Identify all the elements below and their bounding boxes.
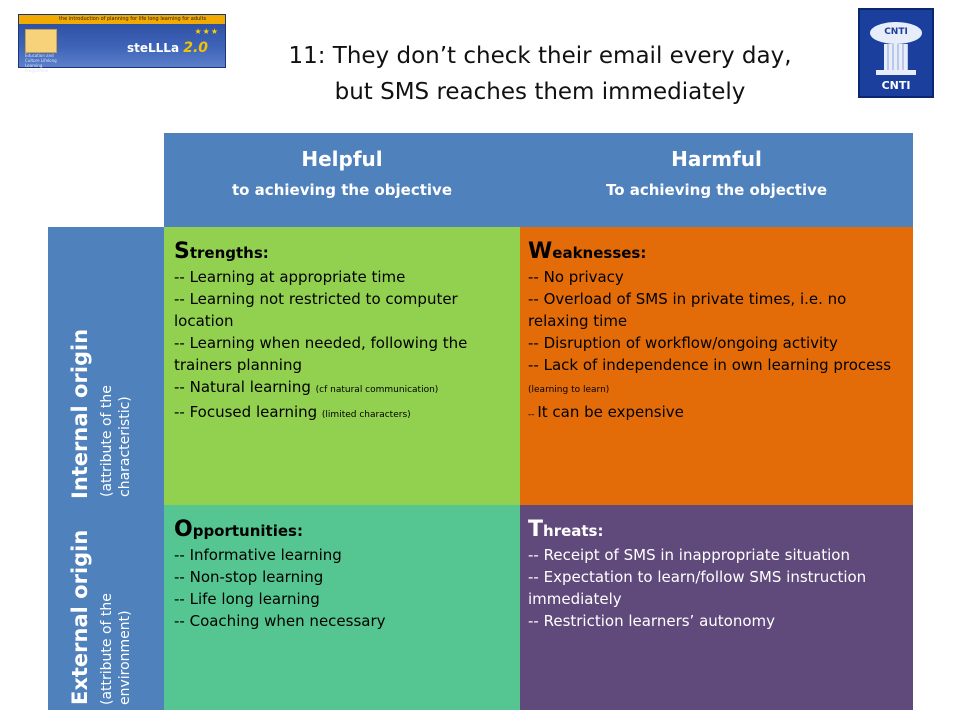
cnti-emblem-text: CNTI <box>884 27 908 37</box>
weaknesses-item-note: (learning to learn) <box>528 385 610 395</box>
strengths-item <box>174 401 510 426</box>
strengths-item-text: -- Focused learning <box>174 403 322 421</box>
internal-subtitle-line1: (attribute of the <box>99 385 115 497</box>
strengths-item <box>174 376 510 401</box>
threats-title-rest: hreats: <box>543 522 604 540</box>
slide-title-line1: 11: They don’t check their email every day, <box>288 43 792 69</box>
external-label <box>68 530 92 705</box>
quadrant-threats <box>520 505 913 710</box>
strengths-item-text: -- Learning at appropriate time <box>174 268 406 286</box>
weaknesses-item-text: -- Overload of SMS in private times, i.e. no relaxing time <box>528 290 847 330</box>
threats-item <box>528 544 906 566</box>
opportunities-initial: O <box>174 517 193 542</box>
external-subtitle-line1: (attribute of the <box>99 593 115 705</box>
column-header-harmful <box>520 133 913 227</box>
logo-brand <box>127 40 208 56</box>
threats-item-text: -- Restriction learners’ autonomy <box>528 612 776 630</box>
strengths-initial: S <box>174 239 190 264</box>
quadrant-opportunities <box>164 505 520 710</box>
opportunities-title-rest: pportunities: <box>192 522 303 540</box>
logo-brand-text: steLLLa <box>127 41 180 55</box>
strengths-item <box>174 288 510 332</box>
external-title: External origin <box>68 529 92 705</box>
weaknesses-item <box>528 288 906 332</box>
threats-item <box>528 610 906 632</box>
weaknesses-item <box>528 332 906 354</box>
strengths-item <box>174 266 510 288</box>
weaknesses-item <box>528 266 906 288</box>
cnti-logo-text: CNTI <box>881 79 911 92</box>
cnti-logo <box>858 8 934 98</box>
weaknesses-list <box>528 266 906 426</box>
external-subtitle-line2: environment) <box>117 610 133 705</box>
weaknesses-item <box>528 354 906 401</box>
quadrant-strengths <box>164 227 520 505</box>
column-capital-icon <box>870 22 922 44</box>
weaknesses-title-rest: eaknesses: <box>552 244 647 262</box>
strengths-item-note: (limited characters) <box>321 410 411 420</box>
strengths-list <box>174 266 510 426</box>
stellla-logo <box>18 14 226 73</box>
strengths-item-text: -- Learning when needed, following the trainers planning <box>174 334 468 374</box>
threats-title <box>528 519 906 542</box>
harmful-subtitle: To achieving the objective <box>605 181 828 199</box>
column-base-icon <box>876 70 916 75</box>
logo-tagline: the introduction of planning for life long learning for adults <box>59 16 207 22</box>
weaknesses-item-text: -- Lack of independence in own learning process <box>528 356 892 374</box>
helpful-subtitle: to achieving the objective <box>231 181 453 199</box>
eu-flag-icon <box>25 29 57 53</box>
threats-initial: T <box>528 517 544 542</box>
weaknesses-title <box>528 241 906 264</box>
weaknesses-item-text: -- Disruption of workflow/ongoing activity <box>528 334 838 352</box>
opportunities-item-text: -- Informative learning <box>174 546 342 564</box>
threats-list <box>528 544 906 632</box>
threats-item-text: -- Receipt of SMS in inappropriate situation <box>528 546 850 564</box>
opportunities-item-text: -- Life long learning <box>174 590 320 608</box>
strengths-item-text: -- Learning not restricted to computer location <box>174 290 458 330</box>
logo-small-text: Education and Culture Lifelong Learning Programme <box>25 53 57 73</box>
harmful-title: Harmful <box>671 147 762 171</box>
column-header-helpful <box>164 133 520 227</box>
eu-stars-icon: ★★★ <box>194 27 219 36</box>
slide-title <box>240 38 840 110</box>
strengths-item <box>174 332 510 376</box>
opportunities-item <box>174 566 510 588</box>
weaknesses-item-text: It can be expensive <box>537 403 684 421</box>
logo-tagline-strip <box>19 15 225 24</box>
external-sublabel <box>98 593 134 705</box>
opportunities-item <box>174 544 510 566</box>
weaknesses-item-text: -- No privacy <box>528 268 624 286</box>
strengths-title <box>174 241 510 264</box>
weaknesses-item-note: -- <box>528 410 538 420</box>
opportunities-item-text: -- Non-stop learning <box>174 568 324 586</box>
slide-title-line2: but SMS reaches them immediately <box>334 79 746 105</box>
opportunities-title <box>174 519 510 542</box>
logo-brand-version: 2.0 <box>183 40 209 56</box>
threats-item-text: -- Expectation to learn/follow SMS instruction immediately <box>528 568 867 608</box>
weaknesses-item <box>528 401 906 426</box>
strengths-title-rest: trengths: <box>189 244 269 262</box>
opportunities-item <box>174 610 510 632</box>
opportunities-list <box>174 544 510 632</box>
opportunities-item-text: -- Coaching when necessary <box>174 612 386 630</box>
weaknesses-initial: W <box>528 239 553 264</box>
opportunities-item <box>174 588 510 610</box>
quadrant-weaknesses <box>520 227 913 505</box>
row-header-internal <box>48 227 164 505</box>
row-header-external <box>48 505 164 710</box>
strengths-item-note: (cf natural communication) <box>315 385 439 395</box>
internal-label <box>68 329 92 499</box>
internal-title: Internal origin <box>68 328 92 499</box>
internal-sublabel <box>98 385 134 497</box>
strengths-item-text: -- Natural learning <box>174 378 316 396</box>
internal-subtitle-line2: characteristic) <box>117 396 133 497</box>
column-icon <box>884 44 908 70</box>
helpful-title: Helpful <box>301 147 383 171</box>
threats-item <box>528 566 906 610</box>
